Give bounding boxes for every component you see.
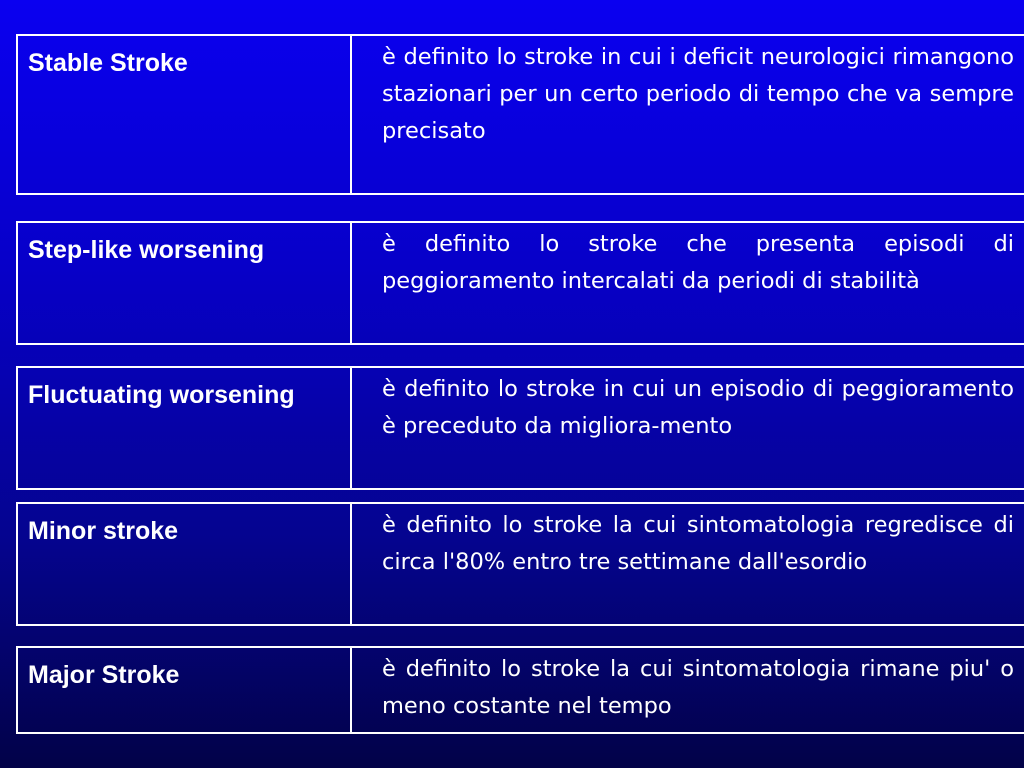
definition-cell: è definito lo stroke in cui un episodio di peggioramento è preceduto da migliora-mento xyxy=(382,376,1014,439)
term-cell: Major Stroke xyxy=(18,648,352,732)
table-row-fluctuating-worsening xyxy=(16,366,1024,490)
definition-cell: è definito lo stroke che presenta episodi di peggioramento intercalati da periodi di stabilità xyxy=(382,231,1014,294)
definition-cell: è definito lo stroke la cui sintomatologia regredisce di circa l'80% entro tre settimane dall'esordio xyxy=(382,512,1014,575)
table-row-stable-stroke xyxy=(16,34,1024,195)
table-row-major-stroke xyxy=(16,646,1024,734)
definition-cell: è definito lo stroke la cui sintomatologia rimane piu' o meno costante nel tempo xyxy=(382,656,1014,719)
term-cell: Minor stroke xyxy=(18,504,352,624)
table-row-minor-stroke xyxy=(16,502,1024,626)
table-row-step-like-worsening xyxy=(16,221,1024,345)
term-cell: Step-like worsening xyxy=(18,223,352,343)
definition-cell: è definito lo stroke in cui i deficit neurologici rimangono stazionari per un certo periodo di tempo che va sempre precisato xyxy=(382,44,1014,144)
term-cell: Stable Stroke xyxy=(18,36,352,193)
term-cell: Fluctuating worsening xyxy=(18,368,352,488)
